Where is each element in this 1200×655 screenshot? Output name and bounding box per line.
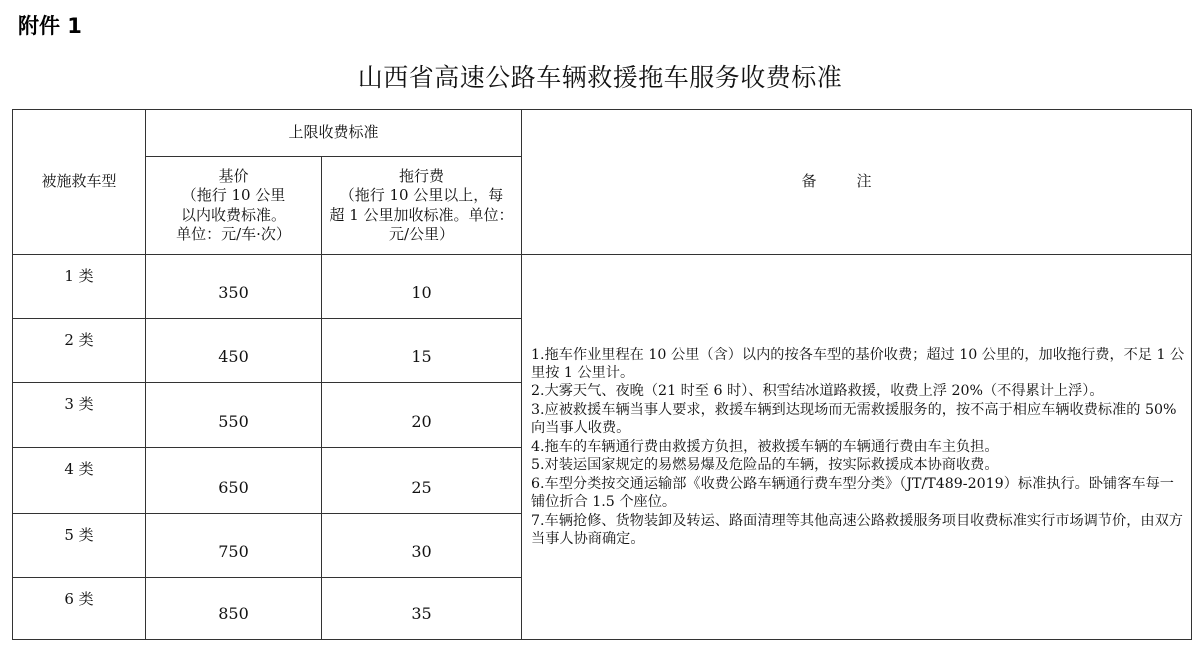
base-price-cell: 750: [146, 514, 322, 578]
vehicle-class-cell: 2 类: [13, 319, 146, 383]
header-base-line: （拖行 10 公里: [181, 186, 286, 204]
header-remarks: 备注: [522, 110, 1192, 255]
header-tow-line: （拖行 10 公里以上，每: [339, 186, 504, 204]
base-price-cell: 850: [146, 578, 322, 640]
note-item: 6.车型分类按交通运输部《收费公路车辆通行费车型分类》（JT/T489-2019）标准执行。卧铺客车每一铺位折合 1.5 个座位。: [531, 475, 1174, 511]
document-title: 山西省高速公路车辆救援拖车服务收费标准: [357, 63, 843, 92]
header-base-price: [146, 157, 322, 255]
header-vehicle-type: 被施救车型: [13, 110, 146, 255]
note-item: 2.大雾天气、夜晚（21 时至 6 时）、积雪结冰道路救援，收费上浮 20%（不得累计上浮）。: [531, 383, 1104, 400]
header-base-line: 以内收费标准。: [180, 205, 286, 224]
header-tow-line: 元/公里）: [388, 225, 455, 243]
note-item: 7.车辆抢修、货物装卸及转运、路面清理等其他高速公路救援服务项目收费标准实行市场调节价，由双方当事人协商确定。: [531, 512, 1183, 548]
base-price-cell: 650: [146, 448, 322, 514]
base-price-cell: 450: [146, 319, 322, 383]
towing-fee-cell: 10: [322, 255, 522, 319]
note-item: 1.拖车作业里程在 10 公里（含）以内的按各车型的基价收费；超过 10 公里的，加收拖行费，不足 1 公里按 1 公里计。: [531, 346, 1185, 381]
towing-fee-cell: 20: [322, 383, 522, 448]
fee-standard-table: [12, 109, 1192, 640]
vehicle-class-cell: 3 类: [13, 383, 146, 448]
towing-fee-cell: 25: [322, 448, 522, 514]
header-upper-limit: 上限收费标准: [146, 110, 522, 157]
header-tow-line: 拖行费: [399, 166, 445, 185]
header-base-line: 单位：元/车·次）: [176, 225, 291, 243]
table-row: [13, 255, 1192, 319]
annex-label: 附件 1: [18, 14, 82, 38]
header-base-line: 基价: [218, 166, 249, 185]
remarks-notes: [522, 255, 1192, 640]
vehicle-class-cell: 5 类: [13, 514, 146, 578]
header-tow-line: 超 1 公里加收标准。单位：: [329, 205, 514, 224]
vehicle-class-cell: 1 类: [13, 255, 146, 319]
note-item: 3.应被救援车辆当事人要求，救援车辆到达现场而无需救援服务的，按不高于相应车辆收费标准的 50%向当事人收费。: [531, 401, 1177, 437]
towing-fee-cell: 30: [322, 514, 522, 578]
note-item: 5.对装运国家规定的易燃易爆及危险品的车辆，按实际救援成本协商收费。: [531, 457, 999, 474]
note-item: 4.拖车的车辆通行费由救援方负担，被救援车辆的车辆通行费由车主负担。: [531, 438, 999, 455]
towing-fee-cell: 35: [322, 578, 522, 640]
base-price-cell: 350: [146, 255, 322, 319]
header-towing-fee: [322, 157, 522, 255]
towing-fee-cell: 15: [322, 319, 522, 383]
base-price-cell: 550: [146, 383, 322, 448]
vehicle-class-cell: 4 类: [13, 448, 146, 514]
vehicle-class-cell: 6 类: [13, 578, 146, 640]
